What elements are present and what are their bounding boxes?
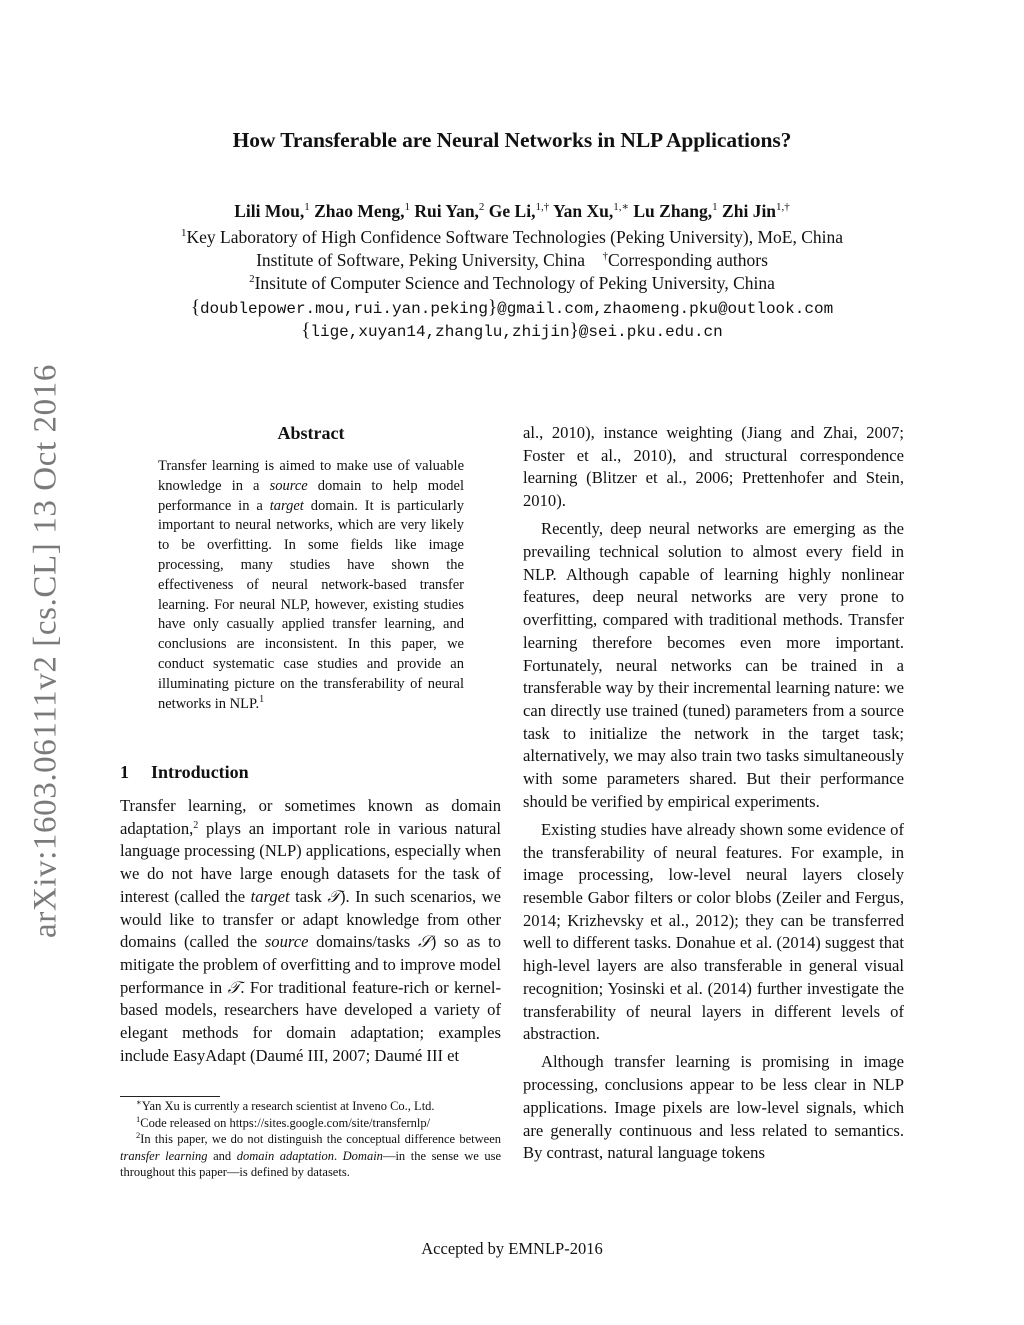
footnote-ref: 1 — [259, 693, 265, 705]
footnote — [120, 1098, 501, 1115]
abstract-text: domain. It is particularly important to neural networks, which are very likely to be overfitting. In some fields like image processing, many studies have shown the effectiveness of neural network-based transfer learning. For neural NLP, however, existing studies have only casually applied transfer learning, and conclusions are inconsistent. In this paper, we conduct systematic case studies and provide an illuminating picture on the transferability of neural networks in NLP. — [158, 497, 464, 712]
affiliation-mark: 1 — [181, 227, 187, 239]
email-line-2: {lige,xuyan14,zhanglu,zhijin}@sei.pku.edu.cn — [301, 320, 723, 341]
footnotes — [120, 1098, 501, 1181]
paragraph: Existing studies have already shown some evidence of the transferability of neural features. For example, in image processing, low-level neural layers closely resemble Gabor filters or color blobs (Zeiler and Fergus, 2014; Krizhevsky et al., 2012); they can be transferred well to different tasks. Donahue et al. (2014) suggest that high-level layers are also transferable in general visual recognition; Yosinski et al. (2014) further investigate the transferability of neural layers in different levels of abstraction. — [523, 819, 904, 1044]
affiliation-1-line2 — [0, 249, 1024, 272]
author-name: Rui Yan, — [414, 201, 479, 221]
text: . For traditional feature-rich or kernel-based models, researchers have developed a variety of elegant methods for domain adaptation; examples include EasyAdapt (Daumé III, 2007; Daumé III et — [120, 977, 502, 1065]
footnote-emphasis: transfer learning — [120, 1148, 208, 1163]
paragraph — [120, 795, 501, 1067]
math-symbol: 𝒯 — [327, 886, 341, 906]
author-mark: 1 — [712, 201, 718, 213]
abstract-body — [158, 457, 464, 714]
abstract-text: Transfer learning is aimed to make use of valuable knowledge in a — [158, 458, 464, 494]
footnote — [120, 1131, 501, 1181]
abstract-emphasis: source — [269, 477, 308, 494]
abstract-text: domain to help model performance in a — [158, 477, 464, 514]
paper-title: How Transferable are Neural Networks in NLP Applications? — [232, 128, 792, 152]
affiliation-text: Key Laboratory of High Confidence Software Technologies (Peking University), MoE, China — [186, 227, 843, 247]
emphasis: source — [264, 932, 309, 952]
author-name: Ge Li, — [488, 201, 536, 221]
math-symbol: 𝒯 — [227, 977, 241, 997]
footnote-text: and — [207, 1148, 237, 1163]
paragraph: Recently, deep neural networks are emerging as the prevailing technical solution to almost every field in NLP. Although capable of learning highly nonlinear features, deep neural networks are very prone to overfitting, compared with traditional methods. Transfer learning therefore becomes even more important. Fortunately, neural networks can be trained in a transferable way by their incremental learning nature: we can directly use trained (tuned) parameters from a source task to initialize the network in the target task; alternatively, we may also train two tasks simultaneously with some parameters shared. But their performance should be verified by empirical experiments. — [523, 519, 904, 811]
section-heading — [120, 762, 249, 783]
footnote — [120, 1115, 501, 1132]
footnote-mark: 2 — [136, 1130, 141, 1140]
arxiv-stamp — [16, 356, 76, 946]
author-name: Zhao Meng, — [314, 201, 405, 221]
affiliation-text: Institute of Software, Peking University, China — [256, 250, 585, 270]
section-number: 1 — [120, 762, 129, 782]
paragraph: Although transfer learning is promising in image processing, conclusions appear to be less clear in NLP applications. Image pixels are low-level signals, which are generally continuous and less related to semantics. By contrast, natural language tokens — [523, 1052, 904, 1163]
footnote-ref: 2 — [193, 819, 199, 831]
author-mark: 1,† — [535, 201, 550, 213]
author-mark: 1,∗ — [613, 201, 629, 213]
intro-left-column — [120, 795, 501, 1073]
text: ). In such scenarios, we would like to transfer or adapt knowledge from other domains (called the — [120, 886, 502, 952]
text: task — [289, 886, 328, 906]
intro-right-column — [523, 422, 904, 1171]
footnote-text: Yan Xu is currently a research scientist at Inveno Co., Ltd. — [141, 1099, 435, 1113]
text: plays an important role in various natural language processing (NLP) applications, especially when we do not have large enough datasets for the task of interest (called the — [120, 818, 501, 906]
abstract-heading: Abstract — [277, 423, 345, 443]
author-name: Yan Xu, — [552, 201, 614, 221]
page-footer: Accepted by EMNLP-2016 — [421, 1239, 603, 1258]
footnote-rule — [120, 1096, 220, 1097]
footnote-emphasis: Domain — [342, 1148, 383, 1163]
affiliation-1 — [0, 226, 1024, 249]
author-mark: 1 — [304, 201, 310, 213]
emphasis: target — [250, 886, 290, 906]
arxiv-id: arXiv:1603.06111v2 [cs.CL] 13 Oct 2016 — [27, 364, 64, 938]
footnote-text: . — [333, 1148, 343, 1163]
author-list — [0, 201, 1024, 222]
math-symbol: 𝒮 — [417, 932, 431, 952]
text: ) so as to mitigate the problem of overfitting and to improve model performance in — [120, 932, 501, 997]
abstract-emphasis: target — [269, 497, 304, 514]
author-name: Lu Zhang, — [633, 201, 713, 221]
author-mark: 1,† — [776, 201, 790, 213]
corresponding-text: Corresponding authors — [607, 250, 768, 270]
author-mark: 2 — [478, 201, 485, 213]
affiliation-mark: 2 — [249, 273, 255, 285]
text: domains/tasks — [308, 932, 418, 952]
email-domain: @gmail.com,zhaomeng.pku@outlook.com — [497, 300, 834, 318]
affiliation-2 — [0, 272, 1024, 295]
footnote-link[interactable]: Code released on https://sites.google.com/site/transfernlp/ — [140, 1115, 431, 1130]
footnote-emphasis: domain adaptation — [236, 1148, 334, 1163]
footnote-mark: ∗ — [136, 1097, 142, 1107]
author-name: Zhi Jin — [722, 201, 777, 221]
footnote-text: In this paper, we do not distinguish the conceptual difference between — [140, 1132, 501, 1146]
email-line-1: {doublepower.mou,rui.yan.peking}@gmail.com,zhaomeng.pku@outlook.com — [190, 297, 834, 318]
email-domain: @sei.pku.edu.cn — [578, 323, 723, 341]
corresponding-mark: † — [602, 250, 608, 262]
footnote-text: —in the sense we use throughout this paper—is defined by datasets. — [120, 1148, 502, 1179]
footnote-mark: 1 — [136, 1113, 141, 1124]
email-names: lige,xuyan14,zhanglu,zhijin — [310, 323, 570, 341]
affiliation-text: Insitute of Computer Science and Technology of Peking University, China — [254, 273, 775, 293]
text: Transfer learning, or sometimes known as domain adaptation, — [120, 796, 501, 838]
author-mark: 1 — [404, 201, 411, 213]
paragraph: al., 2010), instance weighting (Jiang and Zhai, 2007; Foster et al., 2010), and structural correspondence learning (Blitzer et al., 2006; Prettenhofer and Stein, 2010). — [523, 423, 904, 511]
email-names: doublepower.mou,rui.yan.peking — [199, 300, 488, 318]
author-name: Lili Mou, — [234, 201, 305, 221]
section-title: Introduction — [151, 762, 249, 782]
